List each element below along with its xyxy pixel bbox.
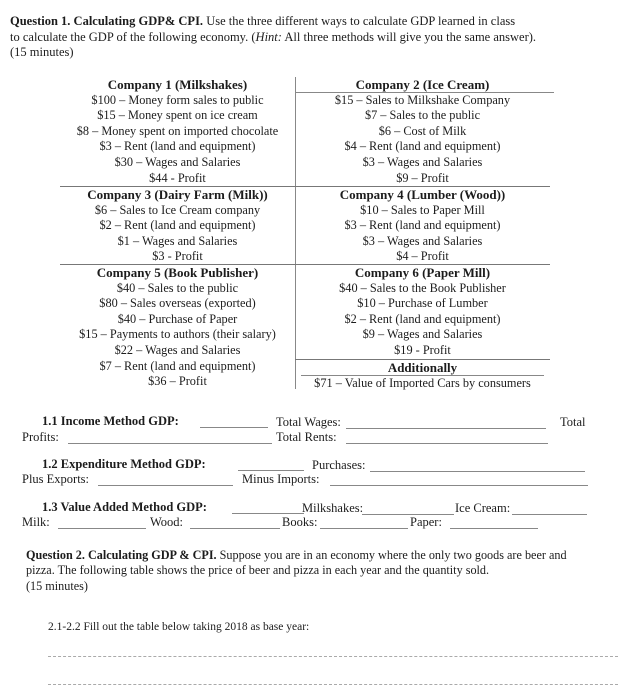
total-wages-label: Total Wages: — [276, 415, 341, 429]
company-line: $2 – Rent (land and equipment) — [344, 311, 501, 326]
hint-text: All three methods will give you the same answer). — [281, 29, 537, 44]
total-label: Total — [560, 415, 586, 429]
company-line: $80 – Sales overseas (exported) — [99, 296, 256, 311]
ice-cream-blank[interactable] — [512, 514, 587, 515]
question-2-text: Suppose you are in an economy where the only two goods are beer and pizza. The following table shows the price of beer and pizza in each year and the quantity sold. — [26, 548, 567, 578]
company-line: $7 – Rent (land and equipment) — [99, 358, 256, 373]
milk-blank[interactable] — [58, 528, 146, 529]
company-line: $7 – Sales to the public — [364, 108, 481, 123]
company-5-block — [60, 264, 295, 390]
question-1-line2: to calculate the GDP of the following economy. ( — [10, 29, 256, 44]
question-2-subtask: 2.1-2.2 Fill out the table below taking 2018 as base year: — [48, 621, 310, 633]
company-title: Company 5 (Book Publisher) — [96, 265, 259, 280]
income-method-heading: 1.1 Income Method GDP: — [42, 414, 179, 428]
company-title: Company 3 (Dairy Farm (Milk)) — [87, 187, 268, 202]
wood-blank[interactable] — [190, 528, 280, 529]
value-added-method-heading: 1.3 Value Added Method GDP: — [42, 500, 207, 514]
company-title: Company 1 (Milkshakes) — [107, 77, 248, 92]
company-line: $9 – Wages and Salaries — [362, 327, 483, 342]
company-3-block — [60, 186, 295, 264]
companies-table — [60, 77, 550, 391]
company-line: $15 – Payments to authors (their salary) — [79, 327, 276, 342]
ice-cream-label: Ice Cream: — [455, 501, 511, 515]
company-6-block — [295, 264, 550, 359]
company-line: $22 – Wages and Salaries — [114, 342, 241, 357]
answer-line-1[interactable] — [48, 656, 618, 657]
company-line: $19 - Profit — [394, 342, 451, 357]
company-line: $6 – Sales to Ice Cream company — [94, 202, 261, 217]
milkshakes-label: Milkshakes: — [302, 501, 364, 515]
company-title: Company 2 (Ice Cream) — [355, 77, 490, 92]
profits-blank[interactable] — [68, 443, 272, 444]
books-blank[interactable] — [320, 528, 408, 529]
total-rents-label: Total Rents: — [276, 430, 337, 444]
milk-label: Milk: — [22, 515, 50, 529]
company-line: $15 – Money spent on ice cream — [97, 108, 258, 123]
profits-label: Profits: — [22, 430, 59, 444]
paper-label: Paper: — [410, 515, 442, 529]
company-line: $30 – Wages and Salaries — [114, 154, 241, 169]
company-4-block — [295, 186, 550, 264]
paper-blank[interactable] — [450, 528, 538, 529]
minus-imports-label: Minus Imports: — [242, 472, 320, 486]
question-2-duration: (15 minutes) — [26, 578, 88, 593]
company-line: $2 – Rent (land and equipment) — [99, 218, 256, 233]
company-line: $4 – Rent (land and equipment) — [344, 139, 501, 154]
expenditure-gdp-blank[interactable] — [238, 470, 304, 471]
company-line: $6 – Cost of Milk — [378, 123, 467, 138]
value-added-gdp-blank[interactable] — [232, 513, 304, 514]
hint-label: Hint: — [255, 29, 282, 44]
company-line: $36 – Profit — [148, 374, 207, 389]
additionally-line: $71 – Value of Imported Cars by consumers — [301, 375, 544, 392]
company-line: $3 - Profit — [152, 249, 203, 264]
company-line: $3 – Wages and Salaries — [362, 154, 483, 169]
minus-imports-blank[interactable] — [330, 485, 588, 486]
question-2-block — [26, 548, 586, 594]
purchases-label: Purchases: — [312, 458, 366, 472]
wood-label: Wood: — [150, 515, 184, 529]
company-line: $40 – Purchase of Paper — [117, 311, 238, 326]
company-line: $3 – Rent (land and equipment) — [99, 139, 256, 154]
companies-left-column — [60, 77, 295, 390]
company-title: Company 4 (Lumber (Wood)) — [339, 187, 506, 202]
question-1-title: Question 1. Calculating GDP& CPI. — [10, 14, 204, 28]
additionally-title: Additionally — [387, 359, 458, 375]
company-2-block — [295, 77, 550, 186]
question-2-title: Question 2. Calculating GDP & CPI. — [26, 548, 217, 562]
question-1-intro — [10, 14, 625, 61]
company-line: $3 – Rent (land and equipment) — [344, 218, 501, 233]
company-line: $15 – Sales to Milkshake Company — [334, 92, 511, 107]
company-line: $3 – Wages and Salaries — [362, 233, 483, 248]
income-gdp-blank[interactable] — [200, 427, 268, 428]
companies-right-column — [295, 77, 550, 392]
company-line: $40 – Sales to the public — [116, 280, 239, 295]
company-title: Company 6 (Paper Mill) — [354, 265, 491, 280]
company-line: $44 - Profit — [149, 170, 206, 185]
company-line: $4 – Profit — [396, 249, 449, 264]
books-label: Books: — [282, 515, 318, 529]
total-wages-blank[interactable] — [346, 428, 546, 429]
company-line: $1 – Wages and Salaries — [117, 233, 238, 248]
company-line: $8 – Money spent on imported chocolate — [76, 123, 279, 138]
expenditure-method-heading: 1.2 Expenditure Method GDP: — [42, 457, 206, 471]
company-line: $9 – Profit — [396, 170, 449, 185]
plus-exports-label: Plus Exports: — [22, 472, 90, 486]
purchases-blank[interactable] — [370, 471, 585, 472]
company-1-block — [60, 77, 295, 186]
additionally-block — [295, 359, 550, 392]
total-rents-blank[interactable] — [346, 443, 548, 444]
company-line: $40 – Sales to the Book Publisher — [339, 280, 506, 295]
company-line: $10 – Purchase of Lumber — [357, 296, 488, 311]
answer-line-2[interactable] — [48, 684, 618, 685]
company-line: $10 – Sales to Paper Mill — [360, 202, 485, 217]
company-line: $100 – Money form sales to public — [91, 92, 264, 107]
question-1-instructions: Use the three different ways to calculate GDP learned in class — [206, 14, 516, 28]
question-1-duration: (15 minutes) — [10, 45, 74, 59]
plus-exports-blank[interactable] — [98, 485, 233, 486]
